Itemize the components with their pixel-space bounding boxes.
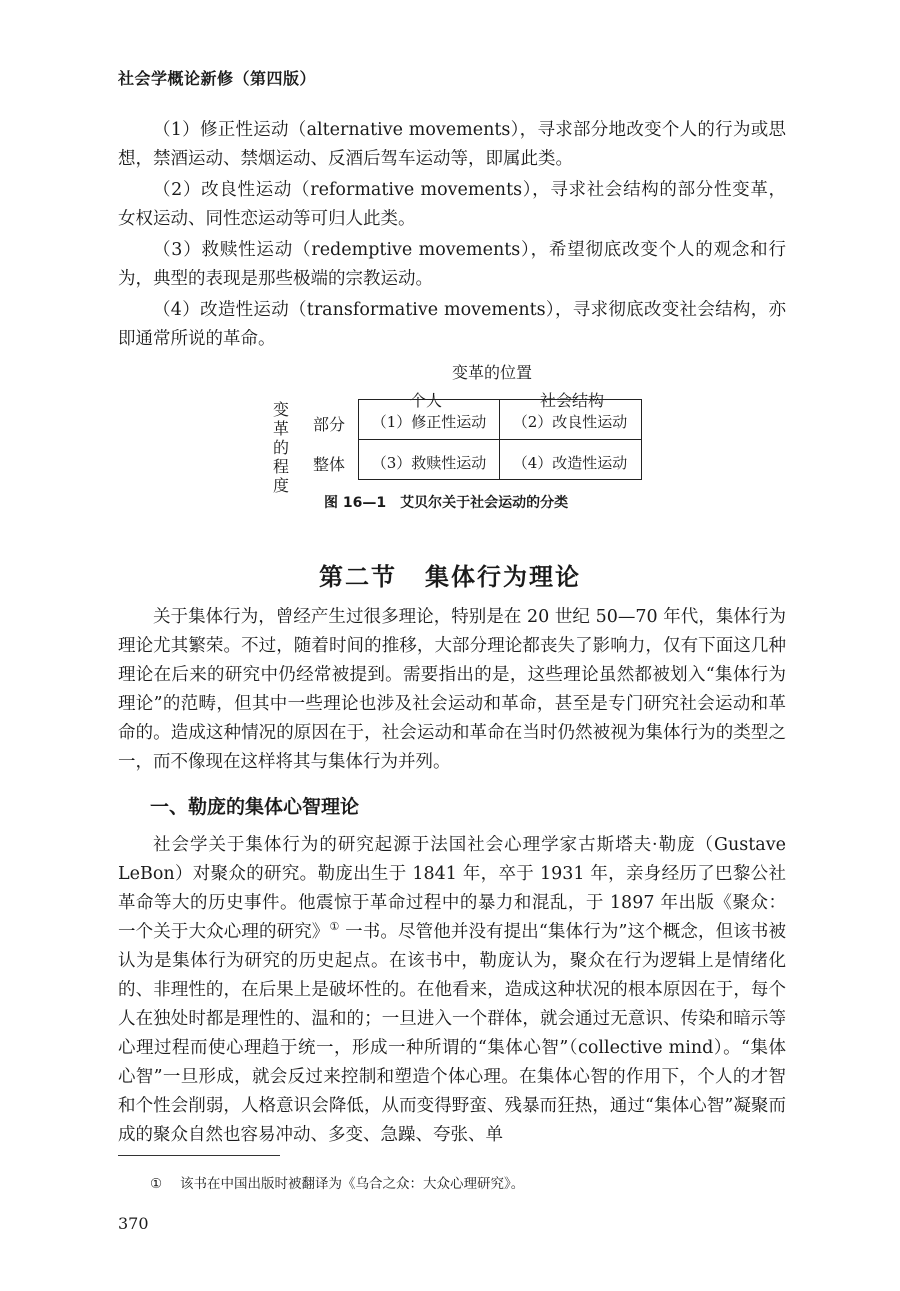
- movement-types-list: [118, 116, 786, 356]
- section-number: 第二节: [319, 563, 397, 591]
- classification-figure: [0, 352, 900, 517]
- row-label-part: 部分: [313, 415, 346, 434]
- paragraph-alternative: （1）修正性运动（alternative movements），寻求部分地改变个人的行为或思想，禁酒运动、禁烟运动、反酒后驾车运动等，即属此类。: [118, 120, 786, 169]
- paragraph-lebon-part1: 社会学关于集体行为的研究起源于法国社会心理学家古斯塔夫·勒庞（Gustave LeBon）对聚众的研究。勒庞出生于 1841 年，卒于 1931 年，亲身经历了巴黎公社革命等大的历史事件。他震惊于革命过程中的暴力和混乱，于 1897 年出版《聚众：一个关于大众心理的研究》: [118, 835, 786, 942]
- section-heading: [0, 557, 900, 592]
- footnote-mark: ①: [150, 1176, 163, 1192]
- footnote-reference[interactable]: ①: [329, 920, 340, 934]
- paragraph-lebon: [118, 831, 786, 1150]
- row-axis-char: 革: [272, 419, 289, 438]
- row-label-whole: 整体: [313, 455, 346, 474]
- row-axis-char: 的: [272, 438, 289, 457]
- row-axis-label: [270, 400, 292, 495]
- paragraph-redemptive: （3）救赎性运动（redemptive movements），希望彻底改变个人的观念和行为，典型的表现是那些极端的宗教运动。: [118, 240, 786, 289]
- footnote-divider: [118, 1155, 280, 1156]
- footnote-text: 该书在中国出版时被翻译为《乌合之众：大众心理研究》。: [180, 1176, 525, 1192]
- cell-transformative: （4）改造性运动: [512, 454, 628, 472]
- grid-divider: [359, 439, 641, 440]
- running-head: 社会学概论新修（第四版）: [118, 69, 317, 88]
- section-intro: [118, 603, 786, 779]
- lebon-section: [118, 831, 786, 1152]
- paragraph-transformative: （4）改造性运动（transformative movements），寻求彻底改变社会结构，亦即通常所说的革命。: [118, 300, 786, 349]
- paragraph-reformative: （2）改良性运动（reformative movements），寻求社会结构的部分性变革，女权运动、同性恋运动等可归人此类。: [118, 180, 786, 229]
- column-label-structure: 社会结构: [540, 391, 605, 410]
- column-label-individual: 个人: [410, 391, 443, 410]
- row-axis-char: 程: [272, 457, 289, 476]
- row-axis-char: 变: [272, 400, 289, 419]
- section-title: 集体行为理论: [425, 563, 581, 591]
- cell-reformative: （2）改良性运动: [512, 413, 628, 431]
- footnote: [150, 1172, 524, 1192]
- row-axis-char: 度: [272, 476, 289, 495]
- page-number: 370: [118, 1214, 149, 1233]
- cell-alternative: （1）修正性运动: [371, 413, 487, 431]
- figure-column-title: 变革的位置: [452, 363, 533, 382]
- classification-grid: [358, 399, 642, 480]
- subsection-heading: 一、勒庞的集体心智理论: [150, 796, 360, 818]
- cell-redemptive: （3）救赎性运动: [371, 454, 487, 472]
- figure-caption: 图 16—1 艾贝尔关于社会运动的分类: [324, 495, 569, 511]
- paragraph-intro: 关于集体行为，曾经产生过很多理论，特别是在 20 世纪 50—70 年代，集体行为理论尤其繁荣。不过，随着时间的推移，大部分理论都丧失了影响力，仅有下面这几种理论在后来的研究中仍经常被提到。需要指出的是，这些理论虽然都被划入“集体行为理论”的范畴，但其中一些理论也涉及社会运动和革命，甚至是专门研究社会运动和革命的。造成这种情况的原因在于，社会运动和革命在当时仍然被视为集体行为的类型之一，而不像现在这样将其与集体行为并列。: [118, 607, 786, 772]
- paragraph-lebon-part2: 一书。尽管他并没有提出“集体行为”这个概念，但该书被认为是集体行为研究的历史起点。在该书中，勒庞认为，聚众在行为逻辑上是情绪化的、非理性的，在后果上是破坏性的。在他看来，造成这种状况的根本原因在于，每个人在独处时都是理性的、温和的；一旦进入一个群体，就会通过无意识、传染和暗示等心理过程而使心理趋于统一，形成一种所谓的“集体心智”（collective mind）。“集体心智”一旦形成，就会反过来控制和塑造个体心理。在集体心智的作用下，个人的才智和个性会削弱，人格意识会降低，从而变得野蛮、残暴而狂热，通过“集体心智”凝聚而成的聚众自然也容易冲动、多变、急躁、夸张、单: [118, 922, 786, 1145]
